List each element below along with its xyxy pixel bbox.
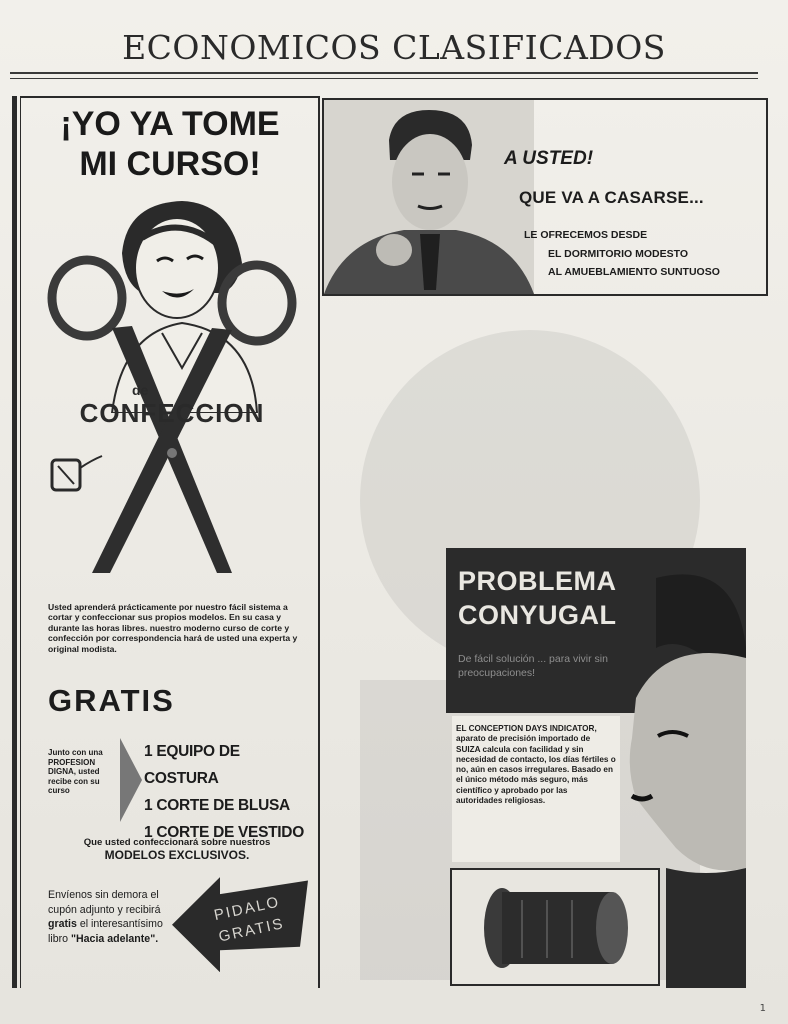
envie-bold: gratis bbox=[48, 918, 77, 931]
course-description: Usted aprenderá prácticamente por nuestro fácil sistema a cortar y confeccionar sus propios modelos. En su casa y durante las horas libres. nuestro moderno curso de corte y confección por correspondencia hará de usted una experta y original modista. bbox=[48, 602, 298, 654]
list-item: 1 CORTE DE VESTIDO bbox=[144, 824, 304, 841]
page-number: 1 bbox=[759, 1003, 766, 1014]
coupon-instructions bbox=[48, 888, 178, 946]
left-border-bar bbox=[12, 96, 17, 988]
ad-headline bbox=[22, 104, 318, 184]
conjugal-problem-ad bbox=[446, 548, 746, 988]
exclusive-models-note bbox=[42, 836, 312, 862]
list-item: 1 CORTE DE BLUSA bbox=[144, 797, 290, 814]
de-label: de bbox=[132, 382, 149, 398]
column-divider bbox=[318, 96, 320, 988]
furniture-ad bbox=[322, 98, 768, 296]
masthead-title: ECONOMICOS CLASIFICADOS bbox=[122, 28, 666, 67]
masthead-rule-thin bbox=[10, 78, 758, 79]
book-title: "Hacia adelante". bbox=[70, 932, 159, 945]
title-line1: PROBLEMA bbox=[458, 566, 617, 596]
problema-body: EL CONCEPTION DAYS INDICATOR, aparato de precisión importado de SUIZA calcula con facilidad y sin necesidad de contacto, los días fértiles o no, aún en casos irregulares. Basado en el único método más seguro, más científico y aprobado por las autoridades religiosas. bbox=[456, 724, 616, 806]
a-usted-heading: A USTED! bbox=[504, 148, 594, 169]
pidalo-gratis-arrow bbox=[172, 872, 312, 972]
confeccion-label: CONFECCION bbox=[79, 398, 265, 428]
que-line2: MODELOS EXCLUSIVOS. bbox=[104, 848, 250, 862]
offer-line: AL AMUEBLAMIENTO SUNTUOSO bbox=[548, 266, 720, 278]
problema-title bbox=[458, 564, 617, 632]
cylinder-device-icon bbox=[452, 870, 658, 984]
thread-spool-icon bbox=[46, 450, 106, 498]
sewing-course-ad bbox=[22, 98, 318, 988]
left-border-line bbox=[20, 96, 21, 988]
offer-line: LE OFRECEMOS DESDE bbox=[524, 229, 648, 241]
que-va-heading: QUE VA A CASARSE... bbox=[519, 188, 704, 207]
gratis-heading: GRATIS bbox=[48, 683, 175, 718]
offer-lines bbox=[524, 226, 720, 282]
arrow-icon bbox=[120, 738, 142, 822]
list-item: 1 EQUIPO DE COSTURA bbox=[144, 743, 240, 787]
junto-note: Junto con una PROFESION DIGNA, usted recibe con su curso bbox=[48, 748, 103, 796]
masthead-rule bbox=[10, 72, 758, 74]
headline-line2: MI CURSO! bbox=[79, 145, 261, 183]
device-photo bbox=[450, 868, 660, 986]
envie-part1: Envíenos sin demora el cupón adjunto y recibirá bbox=[48, 889, 161, 916]
problema-subtitle: De fácil solución ... para vivir sin preocupaciones! bbox=[458, 653, 608, 679]
headline-line1: ¡YO YA TOME bbox=[60, 105, 280, 143]
envie-part2: el interesantísimo libro bbox=[48, 918, 163, 945]
man-pointing-photo bbox=[324, 100, 534, 294]
pidalo-line2: GRATIS bbox=[217, 915, 286, 946]
offer-line: EL DORMITORIO MODESTO bbox=[548, 247, 689, 260]
que-line1: Que usted confeccionará sobre nuestros bbox=[83, 837, 271, 848]
pidalo-line1: PIDALO bbox=[212, 893, 282, 925]
title-line2: CONYUGAL bbox=[458, 600, 617, 630]
free-items-list bbox=[144, 738, 318, 846]
